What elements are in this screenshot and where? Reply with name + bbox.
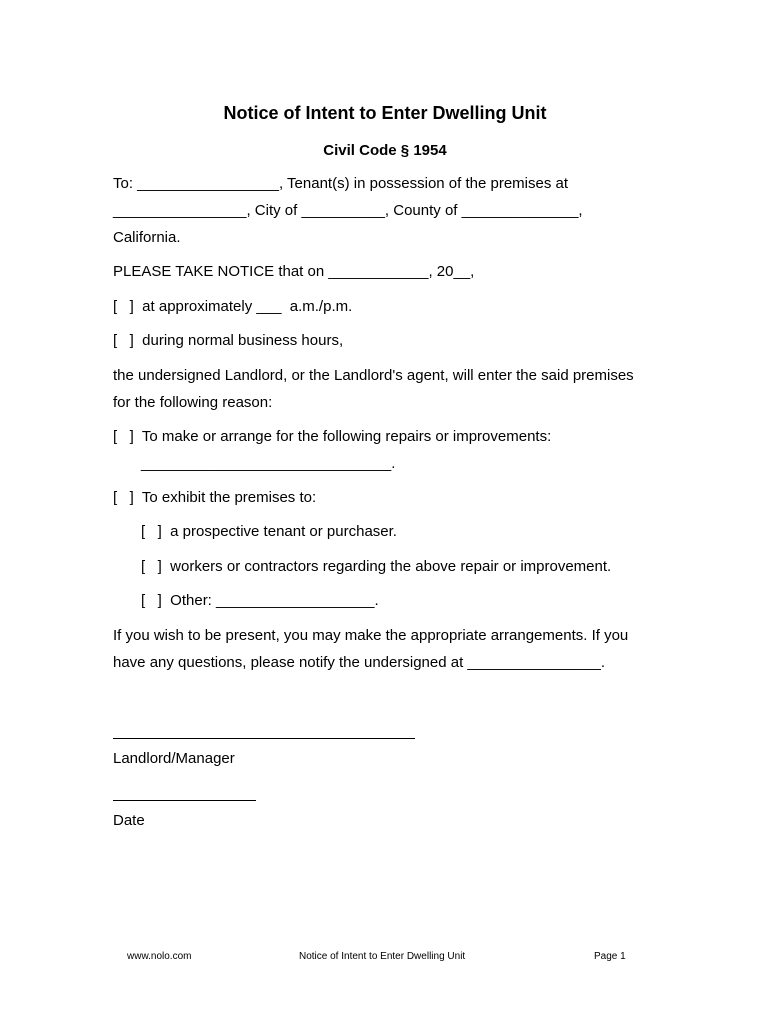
footer-page-number: Page 1 <box>594 951 626 962</box>
state-line: California. <box>113 229 181 246</box>
address-line: ________________, City of __________, County of ______________, <box>113 202 583 219</box>
date-rule <box>113 800 256 801</box>
footer-website: www.nolo.com <box>127 951 192 962</box>
present-line-1: If you wish to be present, you may make the appropriate arrangements. If you <box>113 627 629 644</box>
notice-line: PLEASE TAKE NOTICE that on ____________, 20__, <box>113 263 475 280</box>
repairs-blank: ______________________________. <box>141 455 396 472</box>
workers-line: [ ] workers or contractors regarding the above repair or improvement. <box>141 558 612 575</box>
approx-time-line: [ ] at approximately ___ a.m./p.m. <box>113 298 353 315</box>
undersigned-line-1: the undersigned Landlord, or the Landlord's agent, will enter the said premises <box>113 367 634 384</box>
repairs-line: [ ] To make or arrange for the following repairs or improvements: <box>113 428 552 445</box>
prospective-tenant-line: [ ] a prospective tenant or purchaser. <box>141 523 397 540</box>
business-hours-line: [ ] during normal business hours, <box>113 332 344 349</box>
exhibit-line: [ ] To exhibit the premises to: <box>113 489 317 506</box>
signature-label: Landlord/Manager <box>113 750 235 767</box>
signature-rule <box>113 738 415 739</box>
other-line: [ ] Other: ___________________. <box>141 592 379 609</box>
undersigned-line-2: for the following reason: <box>113 394 273 411</box>
document-subtitle: Civil Code § 1954 <box>323 142 447 159</box>
date-label: Date <box>113 812 145 829</box>
to-line: To: _________________, Tenant(s) in possession of the premises at <box>113 175 569 192</box>
present-line-2: have any questions, please notify the undersigned at ________________. <box>113 654 606 671</box>
document-title: Notice of Intent to Enter Dwelling Unit <box>223 103 547 123</box>
footer-title: Notice of Intent to Enter Dwelling Unit <box>299 951 466 962</box>
